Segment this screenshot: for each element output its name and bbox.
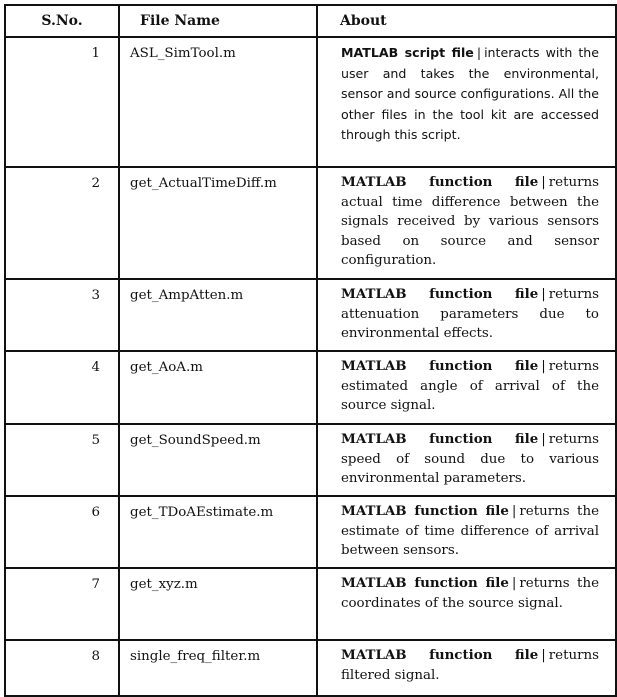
table-row [5,167,616,279]
row-separator: | [541,432,546,447]
header-row [5,5,616,37]
row-separator: | [511,504,517,519]
row-description: returns attenuation parameters due to environmental effects. [341,287,599,341]
row-kind: MATLAB script file [341,45,474,60]
row-sno: 4 [5,351,119,424]
row-description: returns actual time difference between the signals received by various sensors based on source and sensor configuration. [341,175,599,268]
row-file-name: get_TDoAEstimate.m [119,496,317,568]
table-row [5,37,616,167]
row-separator: | [511,576,517,591]
row-description: returns estimated angle of arrival of the source signal. [341,359,599,413]
table-row [5,424,616,496]
row-file-name: get_AmpAtten.m [119,279,317,351]
row-kind: MATLAB function file [341,647,539,663]
row-description: returns speed of sound due to various environmental parameters. [341,432,599,486]
row-kind: MATLAB function file [341,503,509,519]
row-sno: 6 [5,496,119,568]
header-sno: S.No. [5,5,119,37]
row-about [317,424,616,496]
row-about [317,568,616,640]
row-separator: | [541,359,546,374]
row-sno: 1 [5,37,119,167]
table-row [5,640,616,696]
row-about [317,279,616,351]
row-kind: MATLAB function file [341,174,539,190]
row-description: interacts with the user and takes the environmental, sensor and source configurations. All the other files in the tool kit are accessed through this script. [341,45,599,142]
row-sno: 5 [5,424,119,496]
row-about [317,496,616,568]
row-about [317,37,616,167]
row-description: returns the coordinates of the source signal. [341,576,599,611]
row-separator: | [541,287,546,302]
header-file-name: File Name [119,5,317,37]
row-file-name: single_freq_filter.m [119,640,317,696]
row-about [317,351,616,424]
row-separator: | [476,45,482,60]
row-sno: 3 [5,279,119,351]
table-row [5,279,616,351]
table-row [5,568,616,640]
row-about [317,640,616,696]
table-row [5,351,616,424]
row-file-name: get_xyz.m [119,568,317,640]
table-row [5,496,616,568]
header-about: About [317,5,616,37]
row-sno: 2 [5,167,119,279]
row-kind: MATLAB function file [341,358,539,374]
row-file-name: get_AoA.m [119,351,317,424]
row-file-name: get_ActualTimeDiff.m [119,167,317,279]
file-table [4,4,617,697]
row-separator: | [541,648,546,663]
row-kind: MATLAB function file [341,575,509,591]
row-kind: MATLAB function file [341,431,539,447]
row-file-name: ASL_SimTool.m [119,37,317,167]
row-sno: 8 [5,640,119,696]
row-kind: MATLAB function file [341,286,539,302]
row-sno: 7 [5,568,119,640]
row-description: returns filtered signal. [341,648,599,683]
row-file-name: get_SoundSpeed.m [119,424,317,496]
row-description: returns the estimate of time difference of arrival between sensors. [341,504,599,558]
row-about [317,167,616,279]
row-separator: | [541,175,546,190]
